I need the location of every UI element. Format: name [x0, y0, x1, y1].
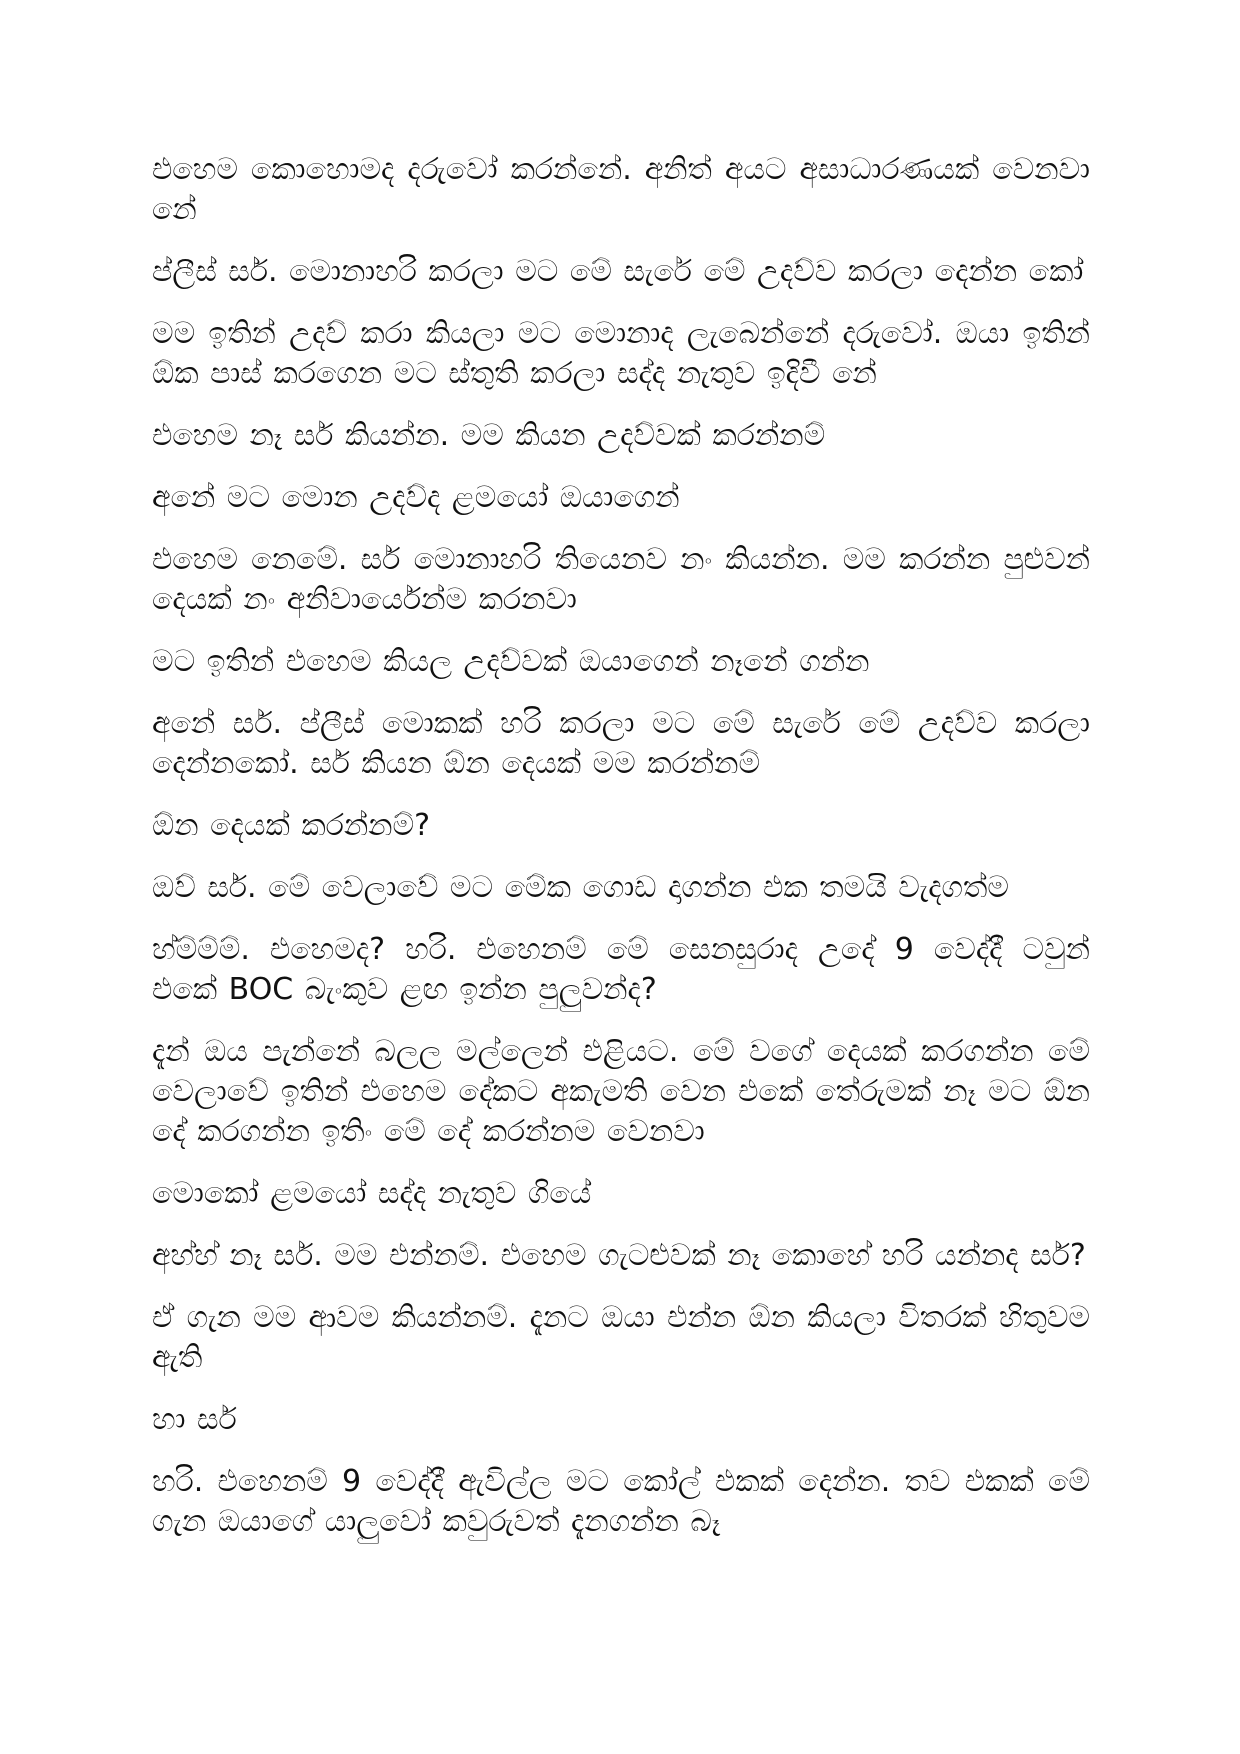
paragraph-3: මම ඉතින් උදව් කරා කියලා මට මොනාද ලැබෙන්නේ දරුවෝ. ඔයා ඉතින් ඕක පාස් කරගෙන මට ස්තුති කරලා සද්ද නැතුව ඉදිවී නේ — [152, 316, 1090, 391]
paragraph-9: ඕන දෙයක් කරන්නම්? — [152, 808, 431, 843]
paragraph-7: මට ඉතින් එහෙම කියල උදව්වක් ඔයාගෙන් නෑනේ ගන්න — [152, 644, 870, 679]
document-page — [152, 150, 1090, 1564]
paragraph-1: එහෙම කොහොමද දරුවෝ කරන්නේ. අනිත් අයට අසාධාරණයක් වෙනවා නේ — [152, 152, 1090, 227]
paragraph-6: එහෙම නෙමේ. සර් මොනාහරි තියෙනව නං කියන්න. මම කරන්න පුළුවන් දෙයක් නං අනිවාර්යෙන්ම කරනවා — [152, 542, 1090, 617]
paragraph-15: ඒ ගැන මම ආවම කියන්නම්. දැනට ඔයා එන්න ඕන කියලා විතරක් හිතුවම ඇති — [152, 1300, 1090, 1375]
paragraph-14: අහ්හ් නෑ සර්. මම එන්නම්. එහෙම ගැටළුවක් නෑ කොහේ හරි යන්නද සර්? — [152, 1238, 1086, 1273]
paragraph-8: අනේ සර්. ප්ලීස් මොකක් හරි කරලා මට මේ සැරේ මේ උදව්ව කරලා දෙන්නකෝ. සර් කියන ඕන දෙයක් මම කරන්නම් — [152, 706, 1090, 781]
paragraph-16: හා සර් — [152, 1402, 237, 1437]
paragraph-5: අනේ මට මොන උදව්ද ළමයෝ ඔයාගෙන් — [152, 480, 680, 515]
paragraph-2: ප්ලීස් සර්. මොනාහරි කරලා මට මේ සැරේ මේ උදව්ව කරලා දෙන්න කෝ — [152, 254, 1084, 289]
paragraph-12: දැන් ඔය පැන්නේ බලල මල්ලෙන් එළියට. මේ වගේ දෙයක් කරගන්න මේ වෙලාවේ ඉතින් එහෙම දේකට අකැමති වෙන එකේ තේරුමක් නෑ මට ඕන දේ කරගන්න ඉතිං මේ දේ කරන්නම වෙනවා — [152, 1034, 1090, 1149]
paragraph-4: එහෙම නෑ සර් කියන්න. මම කියන උදව්වක් කරන්නම් — [152, 418, 826, 453]
paragraph-13: මොකෝ ළමයෝ සද්ද නැතුව ගියේ — [152, 1176, 592, 1211]
paragraph-11: හ්ම්ම්ම්. එහෙමද? හරි. එහෙනම් මේ සෙනසුරාද උදේ 9 වෙද්දී ටවුන් එකේ BOC බැංකුව ළඟ ඉන්න පුලුවන්ද? — [152, 932, 1090, 1007]
paragraph-10: ඔව් සර්. මේ වෙලාවේ මට මේක ගොඩ දාගන්න එක තමයි වැදගත්ම — [152, 870, 1009, 905]
paragraph-17: හරි. එහෙනම් 9 වෙද්දී ඇවිල්ල මට කෝල් එකක් දෙන්න. තව එකක් මේ ගැන ඔයාගේ යාලුවෝ කවුරුවත් දැනගන්න බෑ — [152, 1464, 1090, 1539]
